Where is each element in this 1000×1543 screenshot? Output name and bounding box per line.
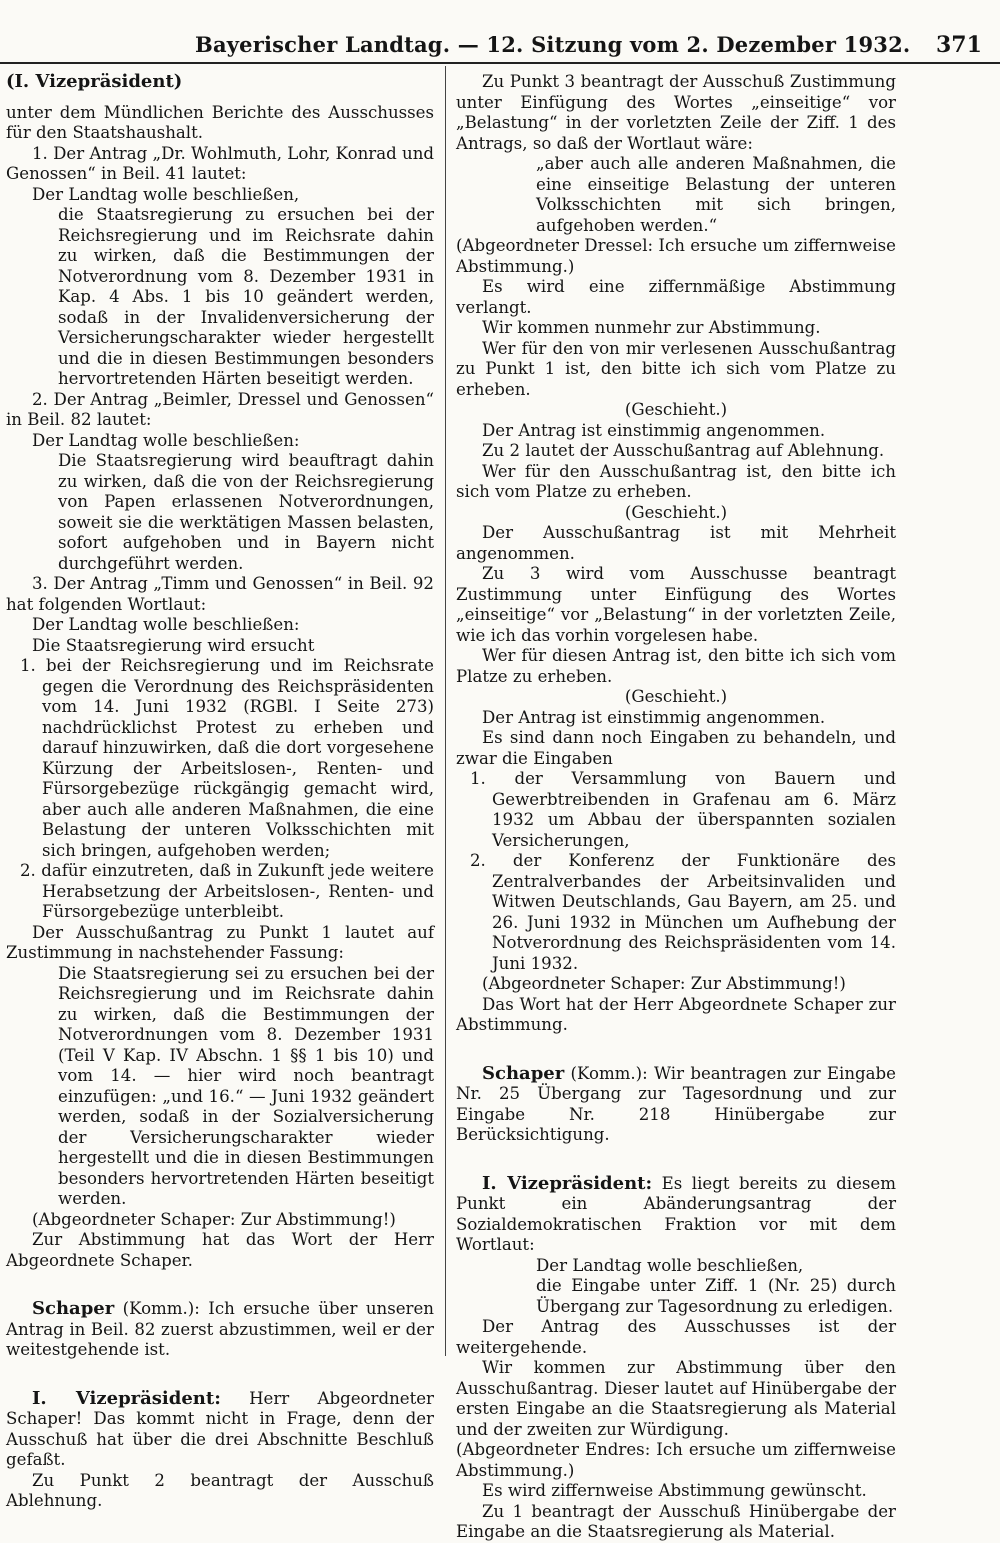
- paragraph: Der Antrag ist einstimmig angenommen.: [482, 420, 826, 440]
- paragraph: unter dem Mündlichen Berichte des Ausschusses für den Staatshaushalt.: [6, 102, 434, 142]
- speaker-name: Schaper: [482, 1062, 565, 1084]
- quoted-motion: die Staatsregierung zu ersuchen bei der Reichsregierung und im Reichsrate dahin zu wirken, daß die Bestimmungen der Notverordnung vom 8. Dezember 1931 in Kap. 4 Abs. 1 bis 10 geändert werden, sodaß in der Invalidenversicherung der Versicherungscharakter wieder hergestellt und die in diesen Bestimmungen besonders hervortretenden Härten beseitigt werden.: [58, 205, 434, 388]
- quoted-motion: die Eingabe unter Ziff. 1 (Nr. 25) durch Übergang zur Tagesordnung zu erledigen.: [536, 1276, 896, 1316]
- list-item: 2. der Konferenz der Funktionäre des Zentralverbandes der Arbeitsinvaliden und Witwen Deutschlands, Gau Bayern, am 25. und 26. Juni 1932 in München um Aufhebung der Notverordnung des Reichspräsidenten vom 14. Juni 1932.: [470, 851, 896, 973]
- paragraph: Der Landtag wolle beschließen:: [32, 430, 300, 450]
- interjection: (Abgeordneter Dressel: Ich ersuche um ziffernweise Abstimmung.): [456, 236, 896, 276]
- paragraph: Der Ausschußantrag zu Punkt 1 lautet auf Zustimmung in nachstehender Fassung:: [6, 922, 434, 962]
- stage-direction: (Geschieht.): [624, 687, 728, 706]
- speech-text: (Komm.): Wir beantragen zur Eingabe Nr. 25 Übergang zur Tagesordnung und zur Eingabe Nr. 218 Hinübergabe zur Berücksichtigung.: [456, 1063, 896, 1144]
- paragraph: Zu 3 wird vom Ausschusse beantragt Zustimmung unter Einfügung des Wortes „einseitige“ vor „Belastung“ in der vorletzten Zeile, wie ich das vorhin vorgelesen habe.: [456, 564, 896, 645]
- interjection: (Abgeordneter Schaper: Zur Abstimmung!): [482, 974, 846, 993]
- quoted-motion: Der Landtag wolle beschließen,: [536, 1255, 804, 1275]
- speech-text: Es liegt bereits zu diesem Punkt ein Abänderungsantrag der Sozialdemokratischen Fraktion vor mit dem Wortlaut:: [456, 1173, 896, 1254]
- interjection: (Abgeordneter Schaper: Zur Abstimmung!): [32, 1209, 396, 1229]
- column-divider: [445, 66, 446, 1356]
- paragraph: 3. Der Antrag „Timm und Genossen“ in Beil. 92 hat folgenden Wortlaut:: [6, 574, 434, 614]
- paragraph: Der Antrag ist einstimmig angenommen.: [482, 707, 826, 727]
- page-header: [0, 28, 1000, 58]
- speech: [456, 1064, 896, 1146]
- list-item: 2. dafür einzutreten, daß in Zukunft jede weitere Herabsetzung der Arbeitslosen-, Renten- und Fürsorgebezüge unterbleibt.: [20, 861, 434, 921]
- speech: [6, 1389, 434, 1471]
- paragraph: Es wird eine ziffernmäßige Abstimmung verlangt.: [456, 277, 896, 317]
- paragraph: Zu Punkt 3 beantragt der Ausschuß Zustimmung unter Einfügung des Wortes „einseitige“ vor „Belastung“ in der vorletzten Zeile der Ziff. 1 des Antrags, so daß der Wortlaut wäre:: [456, 72, 896, 153]
- paragraph: Wir kommen zur Abstimmung über den Ausschußantrag. Dieser lautet auf Hinübergabe der ersten Eingabe an die Staatsregierung als Material und der zweiten zur Würdigung.: [456, 1358, 896, 1439]
- paragraph: Der Landtag wolle beschließen,: [32, 184, 300, 204]
- right-column: [456, 72, 896, 1543]
- speech-text: (Komm.): Ich ersuche über unseren Antrag in Beil. 82 zuerst abzustimmen, weil er der weitestgehende ist.: [6, 1299, 434, 1359]
- paragraph: Wer für den Ausschußantrag ist, den bitte ich sich vom Platze zu erheben.: [456, 461, 896, 501]
- paragraph: Zu 2 lautet der Ausschußantrag auf Ablehnung.: [482, 441, 885, 460]
- page-number: 371: [936, 32, 982, 58]
- paragraph: Wer für diesen Antrag ist, den bitte ich sich vom Platze zu erheben.: [456, 646, 896, 686]
- paragraph: Der Ausschußantrag ist mit Mehrheit angenommen.: [456, 523, 896, 563]
- paragraph: Zu 1 beantragt der Ausschuß Hinübergabe der Eingabe an die Staatsregierung als Material.: [456, 1501, 896, 1541]
- paragraph: 1. Der Antrag „Dr. Wohlmuth, Lohr, Konrad und Genossen“ in Beil. 41 lautet:: [6, 143, 434, 183]
- left-column: [6, 72, 434, 1512]
- paragraph: Es sind dann noch Eingaben zu behandeln, und zwar die Eingaben: [456, 728, 896, 768]
- speaker-name: I. Vizepräsident:: [32, 1387, 221, 1409]
- speech-text: Herr Abgeordneter Schaper! Das kommt nicht in Frage, denn der Ausschuß hat über die drei Abschnitte Beschluß gefaßt.: [6, 1388, 434, 1469]
- quoted-motion: Die Staatsregierung wird beauftragt dahin zu wirken, daß die von der Reichsregierung von Papen erlassenen Notverordnungen, soweit sie die werktätigen Massen belasten, sofort aufgehoben und in Bayern nicht durchgeführt werden.: [58, 451, 434, 573]
- paragraph: Der Landtag wolle beschließen:: [32, 615, 300, 634]
- paragraph: Der Antrag des Ausschusses ist der weitergehende.: [456, 1317, 896, 1357]
- quoted-text: „aber auch alle anderen Maßnahmen, die eine einseitige Belastung der unteren Volksschichten mit sich bringen, aufgehoben werden.“: [536, 154, 896, 235]
- stage-direction: (Geschieht.): [624, 502, 728, 522]
- paragraph: 2. Der Antrag „Beimler, Dressel und Genossen“ in Beil. 82 lautet:: [6, 389, 434, 429]
- speaker-name: Schaper: [32, 1298, 115, 1319]
- paragraph: Die Staatsregierung wird ersucht: [32, 635, 315, 655]
- speech: [456, 1174, 896, 1256]
- speaker-name: I. Vizepräsident:: [482, 1172, 653, 1194]
- interjection: (Abgeordneter Endres: Ich ersuche um ziffernweise Abstimmung.): [456, 1440, 896, 1480]
- stage-direction: (Geschieht.): [624, 400, 728, 419]
- quoted-motion: Die Staatsregierung sei zu ersuchen bei der Reichsregierung und im Reichsrate dahin zu wirken, daß die Bestimmungen der Notverordnungen vom 8. Dezember 1931 (Teil V Kap. IV Abschn. 1 §§ 1 bis 10) und vom 14. — hier wird noch beantragt einzufügen: „und 16.“ — Juni 1932 geändert werden, sodaß in der Sozialversicherung der Versicherungscharakter wieder hergestellt und die in diesen Bestimmungen besonders hervortretenden Härten beseitigt werden.: [58, 963, 434, 1208]
- header-rule: [0, 62, 1000, 64]
- paragraph: Wir kommen nunmehr zur Abstimmung.: [482, 318, 821, 337]
- running-title: Bayerischer Landtag. — 12. Sitzung vom 2. Dezember 1932.: [195, 32, 911, 57]
- list-item: 1. bei der Reichsregierung und im Reichsrate gegen die Verordnung des Reichspräsidenten vom 14. Juni 1932 (RGBl. I Seite 273) nachdrücklichst Protest zu erheben und darauf hinzuwirken, daß die dort vorgesehene Kürzung der Arbeitslosen-, Renten- und Fürsorgebezüge rückgängig gemacht wird, aber auch alle anderen Maßnahmen, die eine Belastung der unteren Volksschichten mit sich bringen, aufgehoben werden;: [20, 656, 434, 860]
- paragraph: Das Wort hat der Herr Abgeordnete Schaper zur Abstimmung.: [456, 994, 896, 1034]
- list-item: 1. der Versammlung von Bauern und Gewerbtreibenden in Grafenau am 6. März 1932 um Abbau der überspannten sozialen Versicherungen,: [470, 769, 896, 850]
- speech: [6, 1299, 434, 1361]
- paragraph: Zu Punkt 2 beantragt der Ausschuß Ablehnung.: [6, 1470, 434, 1510]
- paragraph: Zur Abstimmung hat das Wort der Herr Abgeordnete Schaper.: [6, 1230, 434, 1270]
- paragraph: Es wird ziffernweise Abstimmung gewünscht.: [482, 1481, 867, 1500]
- section-heading: (I. Vizepräsident): [6, 71, 183, 92]
- paragraph: Wer für den von mir verlesenen Ausschußantrag zu Punkt 1 ist, den bitte ich sich vom Platze zu erheben.: [456, 338, 896, 399]
